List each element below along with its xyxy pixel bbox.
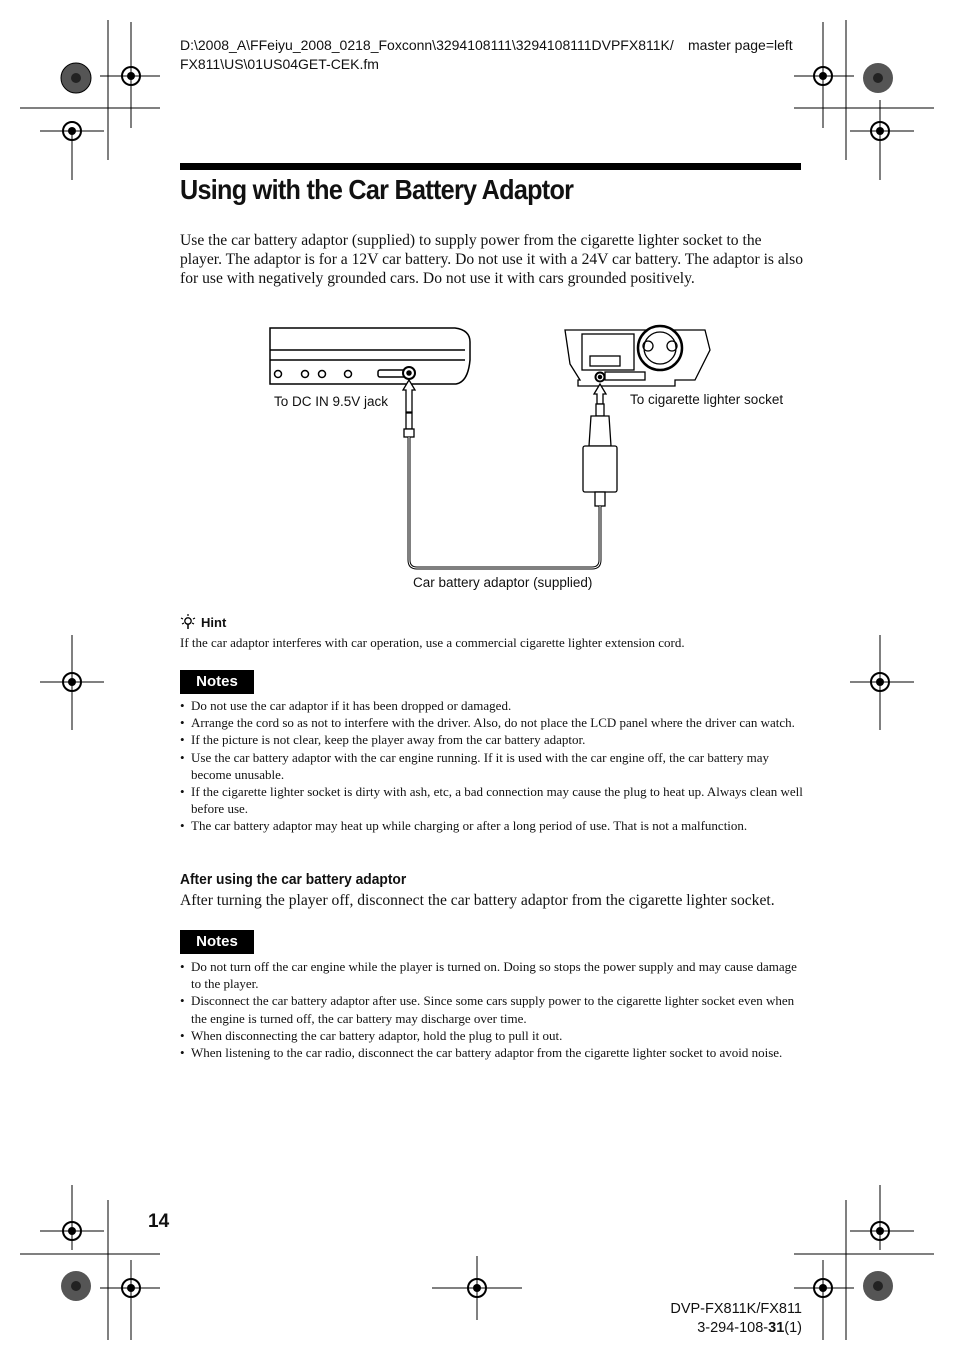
- section-heading: After using the car battery adaptor: [180, 871, 407, 888]
- page-number: 14: [148, 1211, 170, 1232]
- list-item: • Disconnect the car battery adaptor after use. Since some cars supply power to the cigarette lighter socket even when the engine is turned off, the car battery may discharge over time.: [180, 992, 805, 1026]
- list-item: • If the picture is not clear, keep the player away from the car battery adaptor.: [180, 731, 805, 748]
- hint-heading: Hint: [201, 615, 227, 630]
- list-item: • Do not turn off the car engine while the player is turned on. Doing so stops the power supply and may cause damage to the player.: [180, 958, 805, 992]
- master-page-label: master page=left: [688, 37, 793, 53]
- cable-highlight: [409, 437, 600, 568]
- file-path-line-1: D:\2008_A\FFeiyu_2008_0218_Foxconn\3294108111\3294108111DVPFX811K/: [180, 37, 674, 53]
- notes-badge: Notes: [180, 670, 254, 694]
- list-item: • Use the car battery adaptor with the car engine running. If it is used with the car engine off, the car battery may become unusable.: [180, 749, 805, 783]
- notes-list-2: [180, 958, 805, 1061]
- label-car-battery-adaptor: Car battery adaptor (supplied): [413, 575, 593, 590]
- lightbulb-icon: [180, 614, 196, 630]
- part-code: 3-294-108-31(1): [697, 1320, 802, 1336]
- hint-text: If the car adaptor interferes with car operation, use a commercial cigarette lighter extension cord.: [180, 635, 685, 650]
- lighter-plug: [583, 404, 617, 506]
- arrow-up-icon: [403, 380, 415, 412]
- title-rule: [180, 163, 801, 170]
- label-dc-in-jack: To DC IN 9.5V jack: [274, 394, 389, 409]
- notes-list-1: [180, 697, 805, 835]
- cable: [409, 437, 600, 568]
- label-cigarette-lighter: To cigarette lighter socket: [630, 392, 784, 407]
- section-text: After turning the player off, disconnect the car battery adaptor from the cigarette lighter socket.: [180, 892, 775, 909]
- notes-badge: Notes: [180, 930, 254, 954]
- footer-model-code: [670, 1300, 802, 1338]
- model-number: DVP-FX811K/FX811: [670, 1301, 802, 1317]
- dc-plug: [404, 413, 414, 437]
- car-dashboard-illustration: [565, 326, 710, 386]
- list-item: • When disconnecting the car battery adaptor, hold the plug to pull it out.: [180, 1027, 805, 1044]
- file-path-line-2: FX811\US\01US04GET-CEK.fm: [180, 56, 379, 72]
- list-item: • When listening to the car radio, disconnect the car battery adaptor from the cigarette lighter socket to avoid noise.: [180, 1044, 805, 1061]
- page-title: Using with the Car Battery Adaptor: [180, 174, 574, 205]
- list-item: • If the cigarette lighter socket is dirty with ash, etc, a bad connection may cause the plug to heat up. Always clean well before use.: [180, 783, 805, 817]
- intro-paragraph: Use the car battery adaptor (supplied) to supply power from the cigarette lighter socket to the player. The adaptor is for a 12V car battery. Do not use it with a 24V car battery. The adaptor is also for use with negatively grounded cars. Do not use it with cars grounded positively.: [180, 232, 803, 287]
- connection-diagram: [260, 320, 720, 590]
- list-item: • The car battery adaptor may heat up while charging or after a long period of use. That is not a malfunction.: [180, 817, 805, 834]
- dvd-player-illustration: [270, 328, 470, 384]
- list-item: • Arrange the cord so as not to interfere with the driver. Also, do not place the LCD panel where the driver can watch.: [180, 714, 805, 731]
- list-item: • Do not use the car adaptor if it has been dropped or damaged.: [180, 697, 805, 714]
- arrow-up-icon: [594, 384, 606, 404]
